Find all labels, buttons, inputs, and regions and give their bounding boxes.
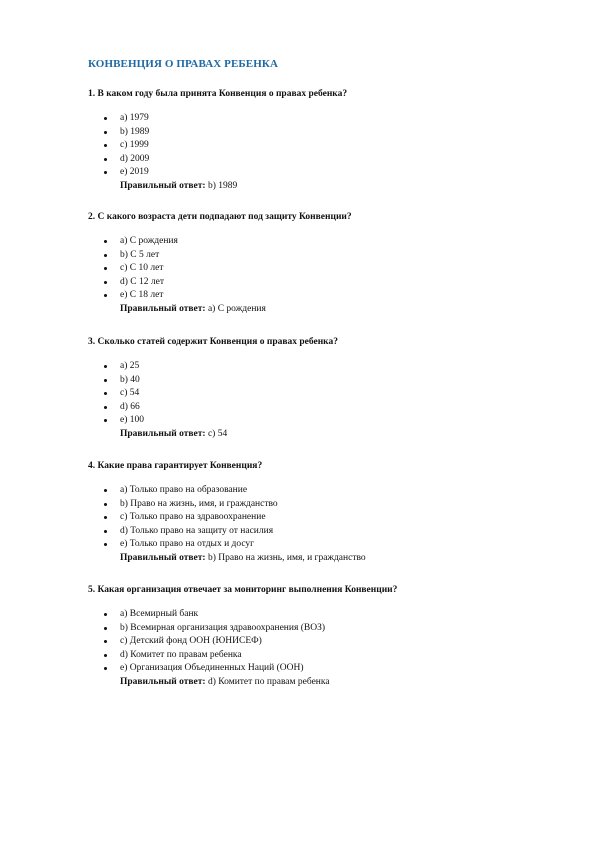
options-list [88,112,568,180]
option-item: b) Право на жизнь, имя, и гражданство [88,498,568,512]
answer-value: b) Право на жизнь, имя, и гражданство [207,552,366,563]
question-block-3 [88,336,568,442]
option-item: a) 25 [88,360,568,374]
option-item: d) 66 [88,401,568,415]
correct-answer [88,180,568,194]
option-item: b) 40 [88,374,568,388]
answer-value: d) Комитет по правам ребенка [207,676,330,687]
options-list [88,484,568,552]
option-item: a) Всемирный банк [88,608,568,622]
options-list [88,608,568,676]
document-title: КОНВЕНЦИЯ О ПРАВАХ РЕБЕНКА [88,58,278,70]
answer-label: Правильный ответ: [120,180,206,191]
question-block-2 [88,211,568,317]
question-title: 4. Какие права гарантирует Конвенция? [88,461,263,471]
option-item: c) 1999 [88,139,568,153]
answer-label: Правильный ответ: [120,428,206,439]
question-title: 2. С какого возраста дети подпадают под защиту Конвенции? [88,212,352,222]
options-list [88,360,568,428]
option-item: a) С рождения [88,235,568,249]
question-block-4 [88,460,568,566]
option-item: d) С 12 лет [88,276,568,290]
question-block-5 [88,584,568,690]
question-title: 5. Какая организация отвечает за мониторинг выполнения Конвенции? [88,585,398,595]
option-item: e) 2019 [88,166,568,180]
correct-answer [88,676,568,690]
option-item: e) Только право на отдых и досуг [88,538,568,552]
answer-label: Правильный ответ: [120,552,206,563]
option-item: d) Только право на защиту от насилия [88,525,568,539]
options-list [88,235,568,303]
answer-value: a) С рождения [207,303,266,314]
option-item: c) С 10 лет [88,262,568,276]
option-item: b) Всемирная организация здравоохранения (ВОЗ) [88,622,568,636]
answer-value: b) 1989 [207,180,238,191]
correct-answer [88,428,568,442]
question-title: 3. Сколько статей содержит Конвенция о правах ребенка? [88,337,339,347]
answer-label: Правильный ответ: [120,676,206,687]
option-item: c) Только право на здравоохранение [88,511,568,525]
option-item: d) Комитет по правам ребенка [88,649,568,663]
correct-answer [88,303,568,317]
answer-label: Правильный ответ: [120,303,206,314]
option-item: a) 1979 [88,112,568,126]
option-item: a) Только право на образование [88,484,568,498]
option-item: b) 1989 [88,126,568,140]
option-item: e) 100 [88,414,568,428]
correct-answer [88,552,568,566]
option-item: c) Детский фонд ООН (ЮНИСЕФ) [88,635,568,649]
option-item: b) С 5 лет [88,249,568,263]
option-item: c) 54 [88,387,568,401]
question-title: 1. В каком году была принята Конвенция о правах ребенка? [88,89,348,99]
question-block-1 [88,88,568,194]
option-item: d) 2009 [88,153,568,167]
option-item: e) Организация Объединенных Наций (ООН) [88,662,568,676]
option-item: e) С 18 лет [88,289,568,303]
answer-value: c) 54 [207,428,228,439]
